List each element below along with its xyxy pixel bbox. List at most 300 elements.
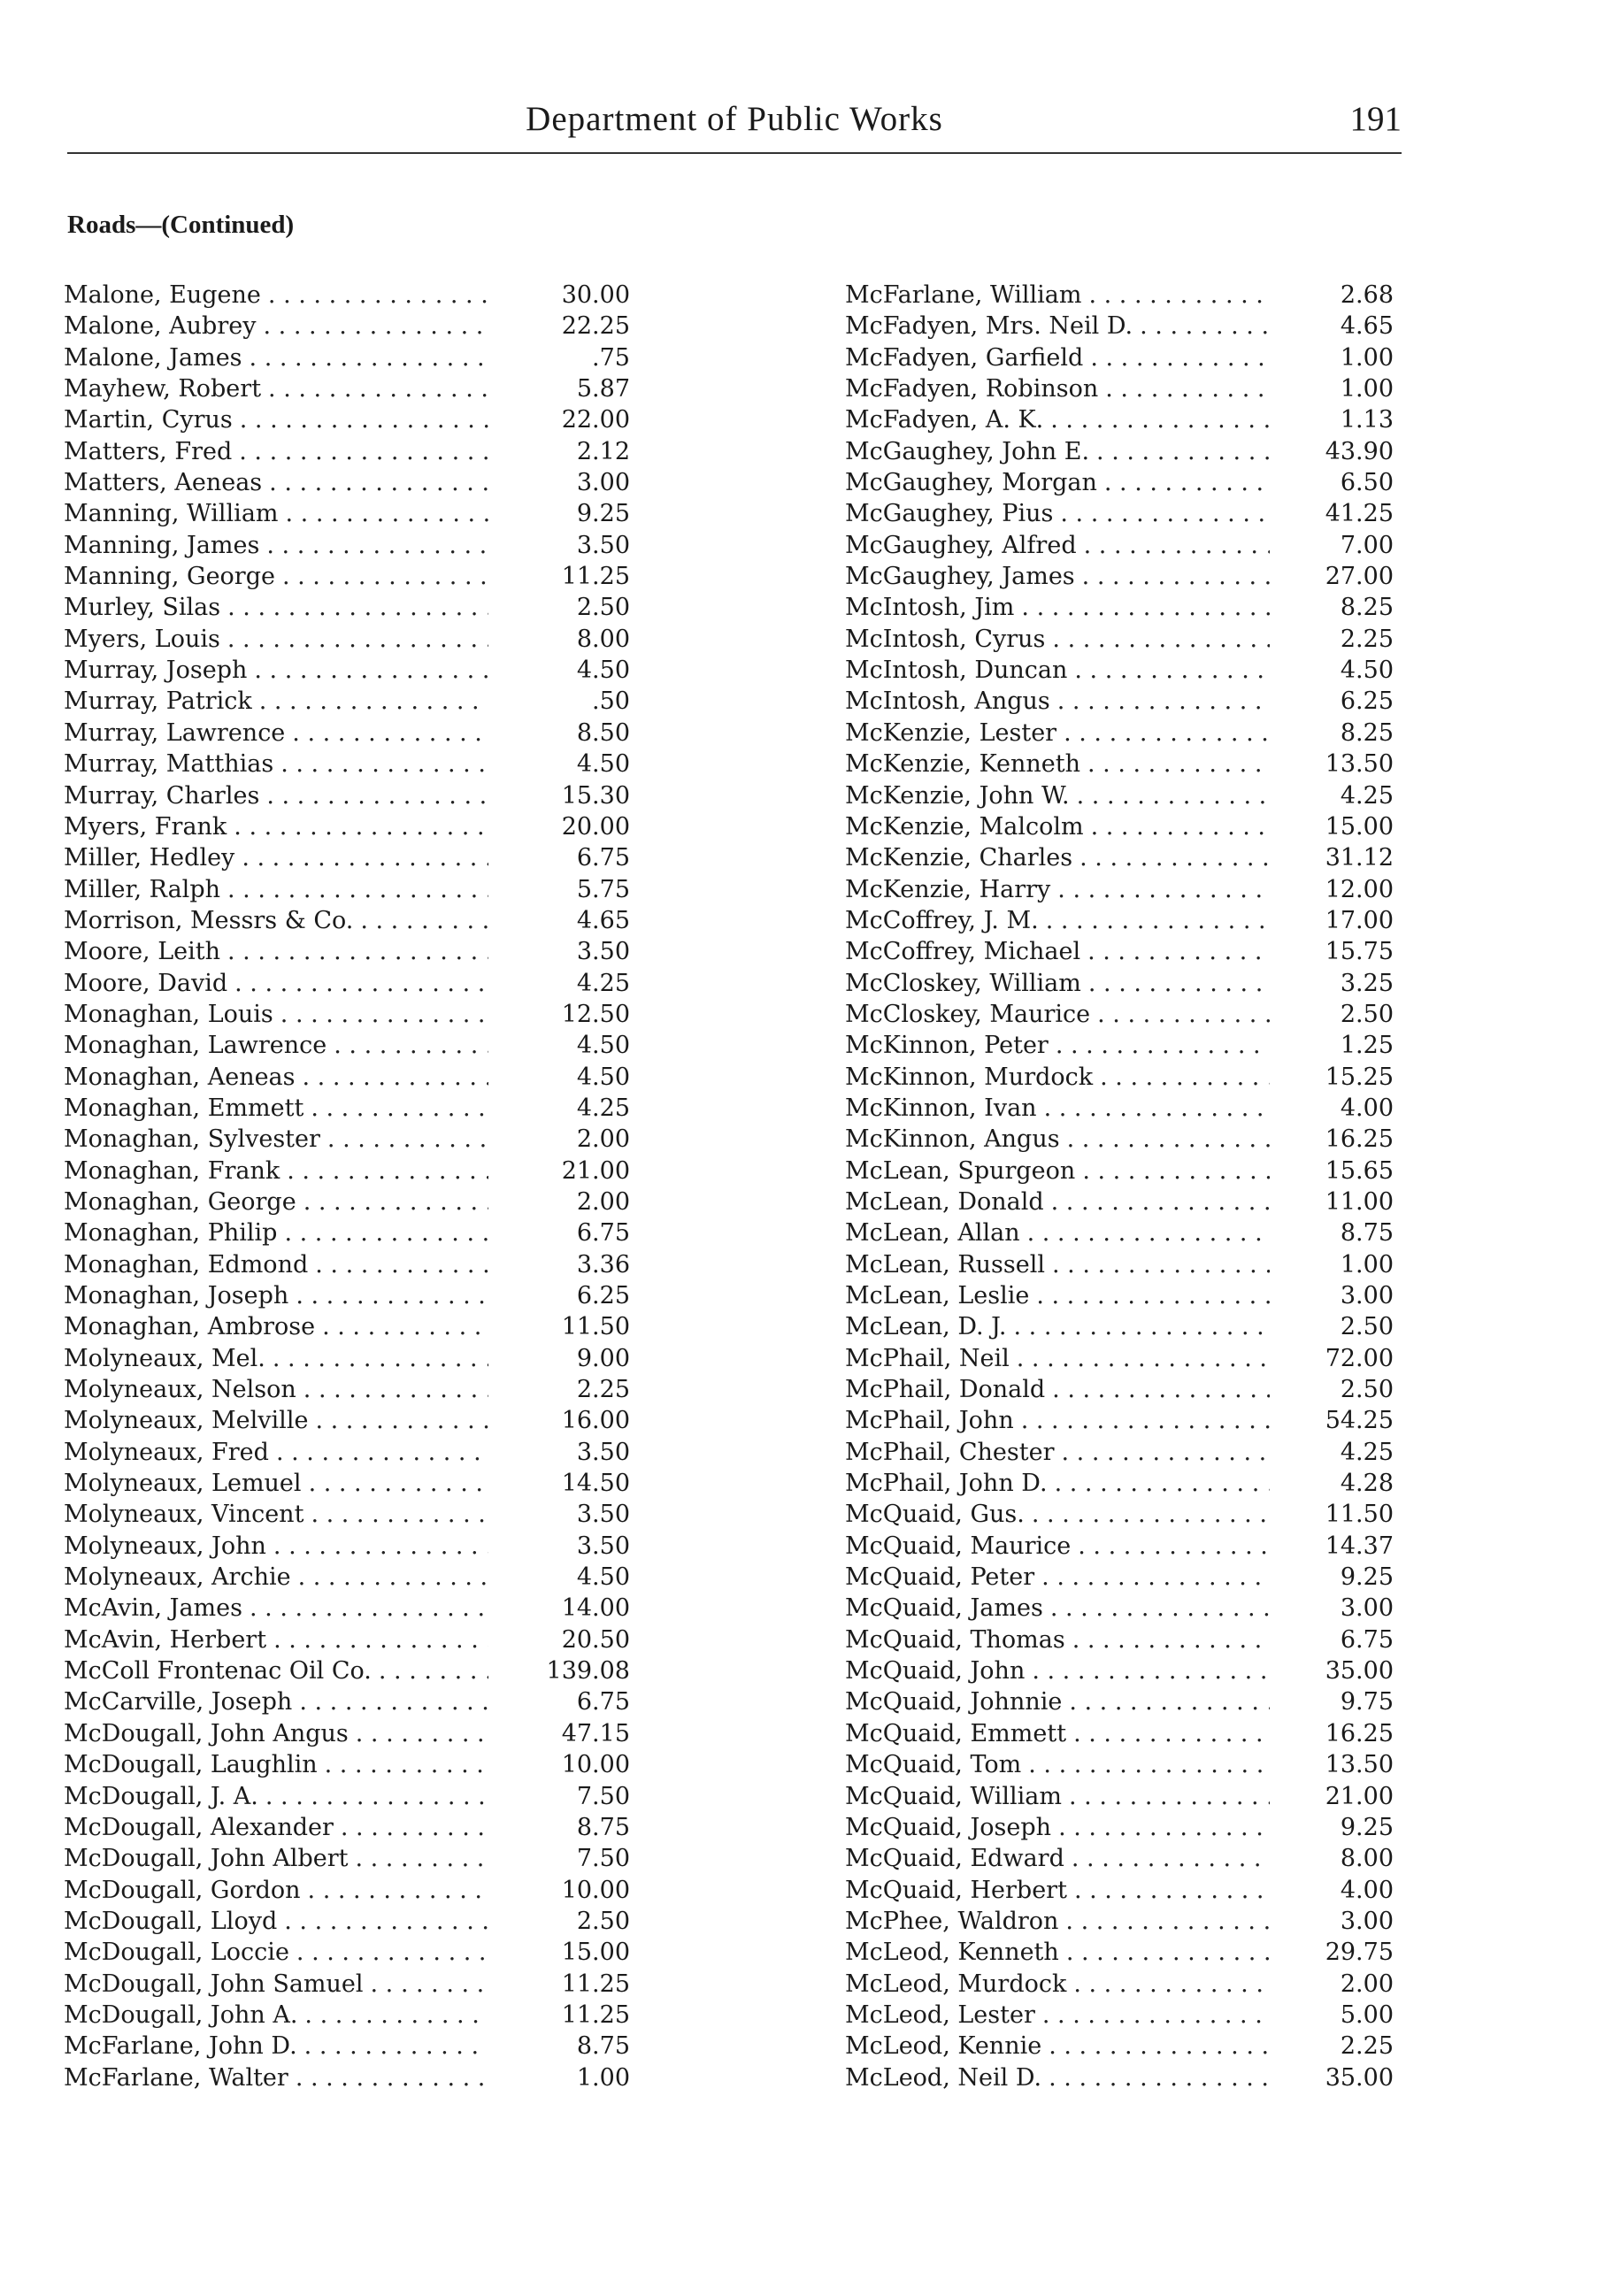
list-item [64, 719, 630, 750]
entry-name: McQuaid, James [845, 1594, 1043, 1623]
dot-leader [1087, 750, 1270, 778]
dot-leader [1014, 1313, 1271, 1340]
list-item [845, 657, 1402, 687]
entry-amount: 21.00 [561, 1156, 630, 1185]
entry-amount: 21.00 [1325, 1782, 1394, 1810]
entry-amount: 47.15 [561, 1719, 630, 1747]
entry-name-area [845, 2001, 1270, 2029]
entry-name: McFarlane, Walter [64, 2063, 288, 2092]
entry-amount: 10.00 [561, 1876, 630, 1904]
list-item [845, 1094, 1402, 1125]
entry-name-area [64, 1125, 488, 1153]
entry-name: McKenzie, Harry [845, 875, 1051, 903]
entry-name: McKenzie, Malcolm [845, 812, 1084, 841]
entry-name: Molyneaux, Mel. [64, 1344, 265, 1372]
list-item [845, 1720, 1402, 1751]
dot-leader [250, 344, 488, 372]
entry-amount: 5.75 [576, 875, 630, 903]
dot-leader [227, 876, 488, 903]
dot-leader [1104, 469, 1270, 496]
entry-name-area [64, 1563, 488, 1591]
list-item [845, 1751, 1402, 1782]
entry-name-area [845, 1594, 1270, 1622]
entry-amount: 4.00 [1340, 1876, 1394, 1904]
list-item [845, 876, 1402, 907]
entry-amount: 35.00 [1325, 1657, 1394, 1686]
entry-amount: 4.25 [1340, 1438, 1394, 1466]
entry-name-area [845, 626, 1270, 653]
list-item [845, 1125, 1402, 1156]
dot-leader [1057, 687, 1270, 715]
dot-leader [1032, 1657, 1270, 1685]
entry-amount: 14.00 [561, 1594, 630, 1623]
entry-amount: 22.25 [561, 312, 630, 341]
entry-name: McFadyen, Garfield [845, 343, 1084, 372]
entry-name-area [64, 375, 488, 403]
entry-name-area [64, 938, 488, 965]
entry-amount: 139.08 [546, 1657, 630, 1686]
entry-name: McGaughey, John E. [845, 437, 1090, 465]
entry-amount: 1.25 [1340, 1032, 1394, 1060]
entry-name-area [845, 1064, 1270, 1091]
list-item [64, 1282, 630, 1313]
dot-leader [1060, 500, 1270, 527]
entry-name: McPhail, Donald [845, 1376, 1046, 1404]
entry-name-area [64, 1439, 488, 1466]
entry-name: McPhail, Chester [845, 1438, 1055, 1466]
entry-name-area [64, 2032, 488, 2060]
entry-amount: 4.65 [576, 906, 630, 934]
entry-name-area [64, 1970, 488, 1998]
dot-leader [1042, 2001, 1270, 2029]
entry-name: Monaghan, Sylvester [64, 1125, 320, 1154]
entry-name: Murray, Lawrence [64, 718, 286, 747]
list-item [64, 2001, 630, 2032]
entry-name: Monaghan, Louis [64, 1000, 273, 1028]
entry-amount: 72.00 [1325, 1344, 1394, 1372]
entry-name-area [64, 1594, 488, 1622]
entry-amount: 3.25 [1340, 969, 1394, 997]
list-item [845, 1157, 1402, 1188]
list-item [64, 1814, 630, 1845]
entry-amount: 2.25 [576, 1376, 630, 1404]
entry-name: McCarville, Joseph [64, 1688, 293, 1716]
entry-amount: 5.00 [1340, 2000, 1394, 2029]
entry-amount: 8.00 [1340, 1845, 1394, 1873]
dot-leader [269, 469, 488, 496]
list-item [845, 281, 1402, 312]
dot-leader [239, 438, 488, 465]
list-item [64, 626, 630, 657]
entry-name-area [845, 344, 1270, 372]
entry-amount: 9.75 [1340, 1688, 1394, 1716]
dot-leader [1017, 1345, 1270, 1372]
entry-name: Monaghan, Philip [64, 1219, 278, 1248]
entry-amount: 5.87 [576, 375, 630, 403]
entry-name: Molyneaux, Lemuel [64, 1470, 302, 1498]
entry-name: McDougall, Laughlin [64, 1751, 318, 1779]
entry-name: Monaghan, Joseph [64, 1282, 289, 1309]
dot-leader [1067, 1125, 1270, 1153]
entry-name: McQuaid, William [845, 1782, 1062, 1810]
entry-name-area [64, 594, 488, 621]
entry-name: Monaghan, Lawrence [64, 1032, 327, 1060]
list-item [64, 1970, 630, 2001]
entry-amount: 15.65 [1325, 1156, 1394, 1185]
entry-name: McDougall, John Albert [64, 1845, 349, 1873]
list-item [64, 970, 630, 1001]
list-item [845, 1626, 1402, 1657]
dot-leader [266, 782, 488, 810]
list-item [64, 844, 630, 875]
entry-name: McPhee, Waldron [845, 1907, 1059, 1935]
entry-name-area [845, 500, 1270, 527]
list-item [64, 1908, 630, 1939]
entry-amount: 2.00 [576, 1125, 630, 1154]
list-item [64, 1157, 630, 1188]
entry-amount: 11.50 [1325, 1501, 1394, 1529]
entry-amount: .75 [592, 343, 630, 372]
entry-name: McPhail, Neil [845, 1344, 1010, 1372]
entry-amount: 6.25 [576, 1282, 630, 1309]
entry-name-area [845, 1157, 1270, 1185]
entry-amount: 11.00 [1325, 1187, 1394, 1216]
entry-amount: 11.50 [561, 1313, 630, 1341]
list-item [64, 750, 630, 781]
entry-name-area [845, 375, 1270, 403]
list-item [64, 563, 630, 594]
list-item [64, 1313, 630, 1344]
list-item [64, 1470, 630, 1501]
entry-amount: 2.50 [1340, 1000, 1394, 1028]
entry-name: McDougall, John Samuel [64, 1970, 364, 1998]
entry-amount: 30.00 [561, 281, 630, 309]
dot-leader [1072, 1626, 1270, 1654]
dot-leader [1105, 375, 1270, 403]
entry-amount: 20.00 [561, 812, 630, 841]
list-item [64, 2032, 630, 2063]
dot-leader [371, 1970, 488, 1998]
dot-leader [299, 1688, 488, 1716]
entry-amount: 2.50 [576, 594, 630, 622]
list-item [845, 1783, 1402, 1814]
entry-amount: 14.50 [561, 1470, 630, 1498]
list-item [845, 312, 1402, 343]
dot-leader [1090, 344, 1270, 372]
dot-leader [379, 1657, 488, 1685]
entry-name: Mayhew, Robert [64, 375, 262, 403]
entry-amount: 8.25 [1340, 594, 1394, 622]
list-item [64, 375, 630, 406]
list-item [845, 1345, 1402, 1376]
list-item [64, 1751, 630, 1782]
entry-name-area [64, 1219, 488, 1247]
dot-leader [315, 1251, 488, 1279]
entry-name: Murray, Joseph [64, 657, 248, 685]
entry-name-area [845, 1188, 1270, 1216]
dot-leader [1044, 1094, 1270, 1122]
entry-amount: 9.00 [576, 1344, 630, 1372]
entry-name: McQuaid, Tom [845, 1751, 1022, 1779]
dot-leader [1073, 1720, 1270, 1747]
list-item [845, 563, 1402, 594]
entry-amount: 2.12 [576, 437, 630, 465]
entry-amount: 16.00 [561, 1407, 630, 1435]
entry-name-area [845, 750, 1270, 778]
page-header [67, 99, 1402, 147]
dot-leader [242, 844, 488, 872]
dot-leader [1057, 876, 1270, 903]
list-item [845, 1376, 1402, 1407]
dot-leader [227, 626, 488, 653]
dot-leader [1036, 1282, 1270, 1309]
entry-name: Martin, Cyrus [64, 406, 233, 434]
entry-name: McDougall, John Angus [64, 1719, 349, 1747]
entry-name-area [845, 469, 1270, 496]
list-item [845, 344, 1402, 375]
entry-name: Murray, Matthias [64, 750, 274, 779]
list-item [845, 406, 1402, 437]
entry-amount: 16.25 [1325, 1719, 1394, 1747]
entry-name: Monaghan, Frank [64, 1156, 280, 1185]
entry-name-area [64, 876, 488, 903]
list-item [845, 782, 1402, 813]
entry-name: Molyneaux, Nelson [64, 1376, 296, 1404]
dot-leader [1087, 938, 1270, 965]
dot-leader [254, 657, 488, 684]
entry-name: McFadyen, A. K. [845, 406, 1044, 434]
list-item [64, 1594, 630, 1625]
dot-leader [268, 375, 488, 403]
entry-name: McAvin, Herbert [64, 1625, 267, 1654]
entry-amount: 6.75 [576, 844, 630, 872]
entry-name: Matters, Aeneas [64, 469, 263, 497]
entry-name: Myers, Louis [64, 625, 220, 653]
list-item [845, 719, 1402, 750]
entry-name-area [845, 1501, 1270, 1528]
dot-leader [273, 1532, 488, 1560]
dot-leader [292, 719, 488, 747]
entry-amount: 15.00 [561, 1939, 630, 1967]
entry-amount: 17.00 [1325, 906, 1394, 934]
dot-leader [273, 1626, 488, 1654]
list-item [845, 2001, 1402, 2032]
entry-amount: 4.50 [576, 657, 630, 685]
dot-leader [1069, 1688, 1270, 1716]
entry-amount: 13.50 [1325, 1751, 1394, 1779]
entry-amount: 4.50 [1340, 657, 1394, 685]
entry-amount: 29.75 [1325, 1939, 1394, 1967]
list-item [64, 687, 630, 718]
list-item [64, 406, 630, 437]
dot-leader [1091, 813, 1270, 841]
entry-name: Matters, Fred [64, 437, 233, 465]
dot-leader [1074, 1877, 1270, 1904]
entry-name: McQuaid, Emmett [845, 1719, 1067, 1747]
entry-name: McColl Frontenac Oil Co. [64, 1657, 372, 1686]
entry-name-area [845, 1783, 1270, 1810]
entry-name: McKinnon, Ivan [845, 1094, 1037, 1122]
entry-amount: 4.25 [1340, 781, 1394, 810]
entry-name-area [845, 438, 1270, 465]
list-item [64, 1376, 630, 1407]
list-item [845, 438, 1402, 469]
entry-name-area [64, 1376, 488, 1403]
right-column [845, 281, 1402, 2095]
list-item [845, 1688, 1402, 1719]
dot-leader [304, 2001, 488, 2029]
entry-name-area [845, 1877, 1270, 1904]
entry-name: McGaughey, Pius [845, 500, 1054, 528]
entry-name-area [64, 1657, 488, 1685]
entry-amount: 6.50 [1340, 469, 1394, 497]
entry-amount: 8.75 [576, 1813, 630, 1841]
entry-name-area [64, 782, 488, 810]
entry-name: Malone, Eugene [64, 281, 261, 309]
entry-amount: 11.25 [561, 1970, 630, 1998]
entry-name-area [845, 813, 1270, 841]
entry-amount: 14.37 [1325, 1532, 1394, 1560]
list-item [64, 876, 630, 907]
entry-name-area [845, 657, 1270, 684]
list-item [64, 657, 630, 687]
entry-name-area [64, 438, 488, 465]
dot-leader [1096, 438, 1270, 465]
entry-name-area [64, 1313, 488, 1340]
entry-name: Monaghan, George [64, 1187, 296, 1216]
entry-amount: 6.25 [1340, 687, 1394, 716]
entry-amount: 8.25 [1340, 718, 1394, 747]
dot-leader [227, 594, 488, 621]
entry-amount: 41.25 [1325, 500, 1394, 528]
entry-name: Miller, Ralph [64, 875, 220, 903]
dot-leader [273, 1345, 488, 1372]
entry-name: Manning, George [64, 563, 275, 591]
dot-leader [234, 970, 488, 997]
dot-leader [282, 563, 488, 590]
dot-leader [1056, 1032, 1270, 1059]
entry-name-area [64, 970, 488, 997]
dot-leader [1055, 1470, 1270, 1497]
entry-amount: 1.00 [1340, 1250, 1394, 1279]
entry-name: McLeod, Neil D. [845, 2063, 1042, 2092]
entry-name-area [64, 1877, 488, 1904]
entry-amount: 8.75 [1340, 1219, 1394, 1248]
list-item [64, 1720, 630, 1751]
list-item [64, 1563, 630, 1594]
list-item [845, 1845, 1402, 1876]
entry-amount: 15.75 [1325, 938, 1394, 966]
list-item [64, 938, 630, 969]
entry-name: McIntosh, Cyrus [845, 625, 1046, 653]
dot-leader [296, 2064, 488, 2092]
entry-name-area [845, 1313, 1270, 1340]
entry-amount: 35.00 [1325, 2063, 1394, 2092]
entry-name-area [64, 1282, 488, 1309]
list-item [64, 1877, 630, 1908]
list-item [845, 1563, 1402, 1594]
entry-name: Manning, William [64, 500, 279, 528]
entry-name: McCoffrey, Michael [845, 938, 1081, 966]
dot-leader [1052, 626, 1270, 653]
dot-leader [259, 687, 488, 715]
dot-leader [1049, 2064, 1270, 2092]
entry-name: Malone, Aubrey [64, 312, 257, 341]
entry-name-area [64, 1032, 488, 1059]
list-item [845, 1407, 1402, 1438]
entry-name-area [64, 1688, 488, 1716]
list-item [64, 782, 630, 813]
page-number: 191 [1349, 100, 1402, 138]
list-item [64, 1188, 630, 1219]
list-item [64, 1001, 630, 1032]
list-item [845, 1877, 1402, 1908]
dot-leader [1140, 312, 1270, 340]
entry-name-area [845, 1251, 1270, 1279]
entry-name-area [845, 532, 1270, 559]
entry-amount: 3.36 [576, 1250, 630, 1279]
entry-name: Molyneaux, John [64, 1532, 266, 1560]
list-item [64, 1626, 630, 1657]
entry-name: McQuaid, Peter [845, 1563, 1035, 1592]
dot-leader [227, 938, 488, 965]
dot-leader [303, 1188, 488, 1216]
list-item [64, 1125, 630, 1156]
entry-name: Murray, Patrick [64, 687, 252, 716]
entry-name-area [64, 657, 488, 684]
dot-leader [263, 312, 488, 340]
entry-name: McQuaid, Herbert [845, 1876, 1067, 1904]
entry-name: McKinnon, Angus [845, 1125, 1060, 1154]
list-item [64, 2064, 630, 2095]
entry-name: McFadyen, Mrs. Neil D. [845, 312, 1133, 341]
entry-name-area [64, 1094, 488, 1122]
entry-amount: 22.00 [561, 406, 630, 434]
list-item [845, 1908, 1402, 1939]
entry-name: McQuaid, Edward [845, 1845, 1064, 1873]
dot-leader [266, 532, 488, 559]
entry-name-area [64, 1626, 488, 1654]
list-item [845, 1032, 1402, 1063]
list-item [64, 532, 630, 563]
entry-name: McQuaid, Maurice [845, 1532, 1072, 1560]
dot-leader [1052, 1376, 1270, 1403]
entry-name: McQuaid, John [845, 1657, 1026, 1686]
entry-name: McKenzie, Charles [845, 844, 1073, 872]
entry-name-area [845, 1626, 1270, 1654]
entry-name-area [845, 1751, 1270, 1778]
entry-name: McLeod, Murdock [845, 1970, 1067, 1998]
entry-name: Molyneaux, Archie [64, 1563, 291, 1592]
entry-name-area [64, 281, 488, 309]
entry-name-area [845, 844, 1270, 872]
entry-name: McFarlane, William [845, 281, 1082, 309]
entry-name: McIntosh, Duncan [845, 657, 1068, 685]
entry-name-area [845, 687, 1270, 715]
list-item [845, 1188, 1402, 1219]
entry-name: Morrison, Messrs & Co. [64, 906, 354, 934]
dot-leader [1050, 1594, 1270, 1622]
entry-name-area [845, 1532, 1270, 1560]
dot-leader [240, 406, 488, 434]
entry-amount: 1.00 [576, 2063, 630, 2092]
entry-amount: 7.00 [1340, 531, 1394, 559]
entry-amount: 3.50 [576, 938, 630, 966]
dot-leader [304, 2032, 488, 2060]
list-item [64, 1532, 630, 1563]
entry-name: McLeod, Lester [845, 2000, 1035, 2029]
list-item [64, 1783, 630, 1814]
